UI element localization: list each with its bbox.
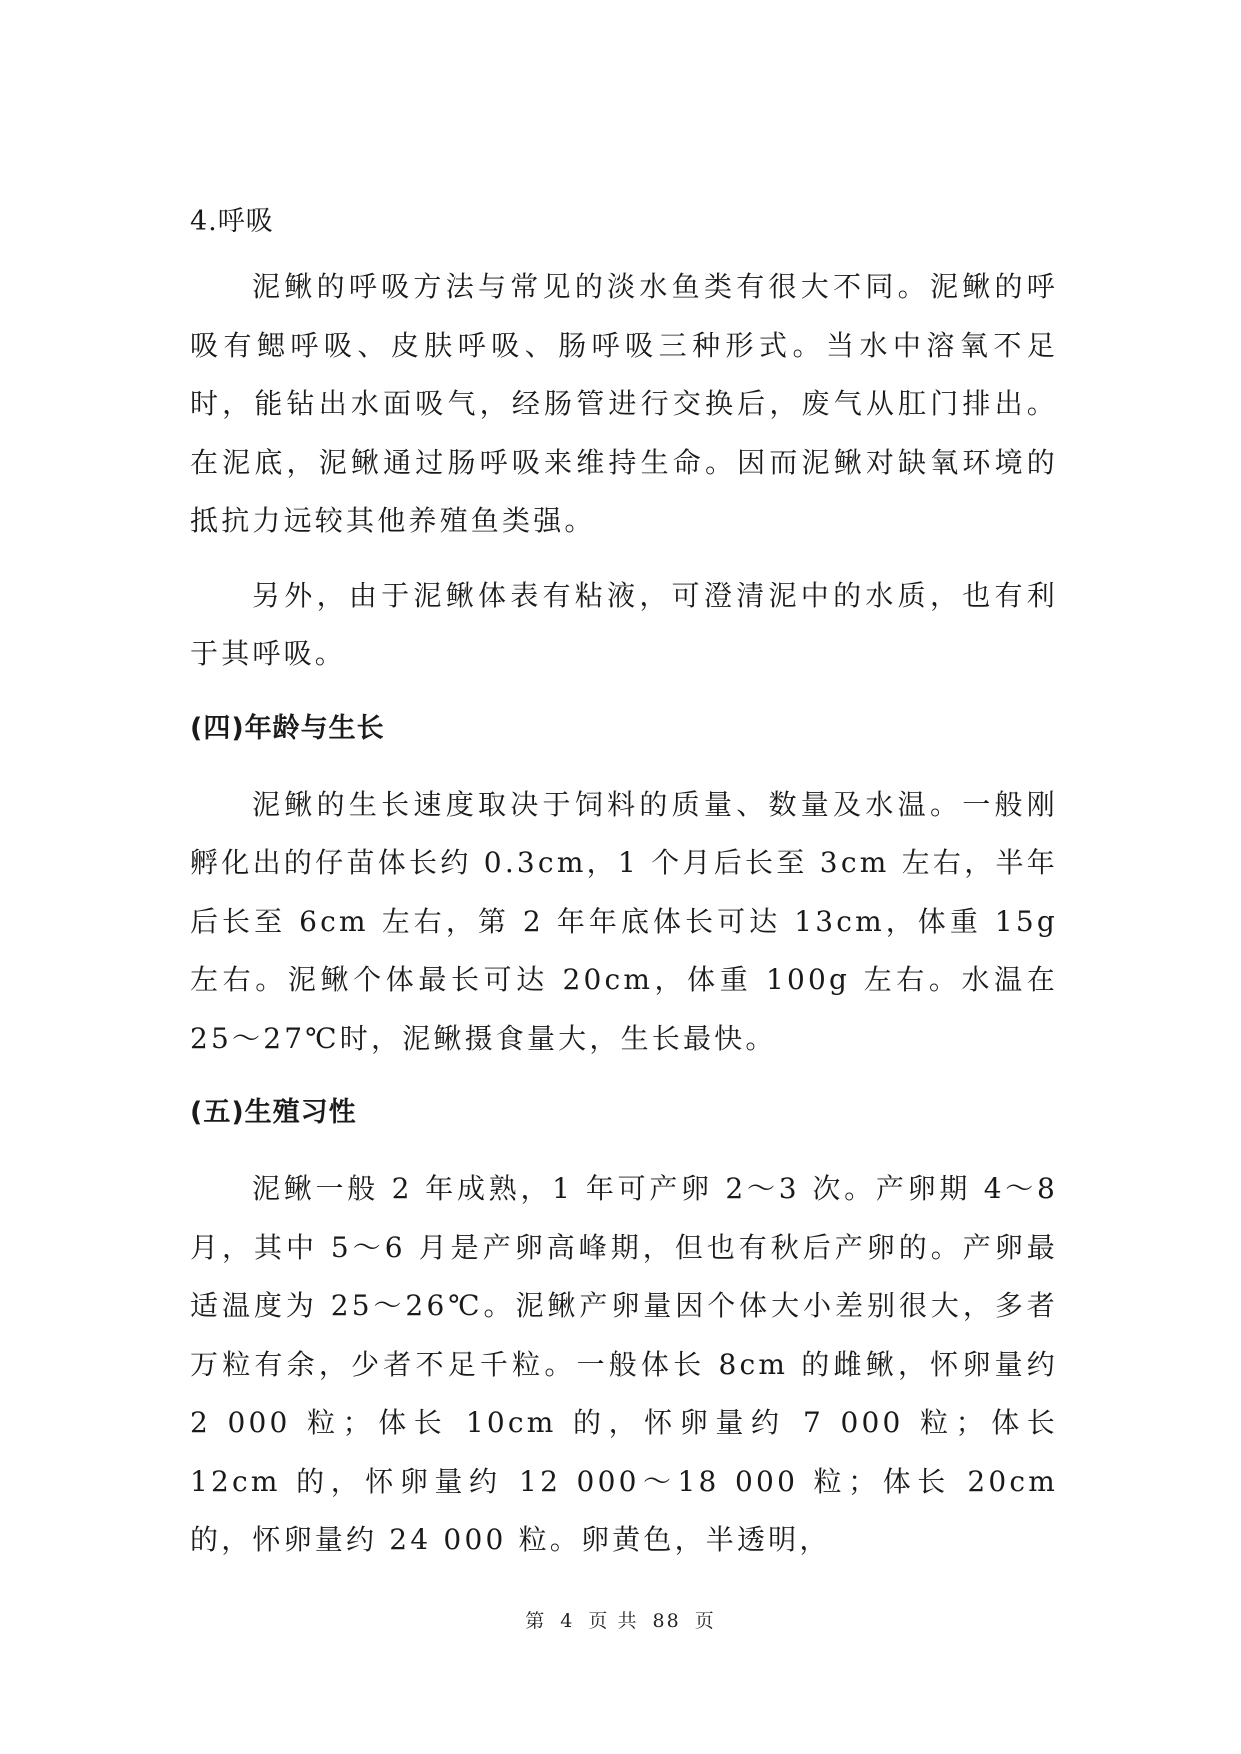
footer-current-page: 4 [560, 1610, 575, 1632]
footer-total-pages: 88 [652, 1610, 681, 1632]
footer-suffix: 页 [694, 1610, 716, 1632]
section-heading-age-growth: (四)年龄与生长 [190, 712, 385, 744]
page-content [190, 193, 1058, 1586]
footer-middle: 页 共 [588, 1610, 639, 1632]
paragraph-growth: 泥鳅的生长速度取决于饲料的质量、数量及水温。一般刚孵化出的仔苗体长约 0.3cm，1 个月后长至 3cm 左右，半年后长至 6cm 左右，第 2 年年底体长可达 13cm，体重 15g 左右。泥鳅个体最长可达 20cm，体重 100g 左右。水温在 25～27℃时，泥鳅摄食量大，生长最快。 [190, 787, 1058, 1055]
paragraph-mucus: 另外，由于泥鳅体表有粘液，可澄清泥中的水质，也有利于其呼吸。 [190, 578, 1058, 670]
section-heading-reproduction: (五)生殖习性 [190, 1097, 357, 1128]
paragraph-breathing-methods: 泥鳅的呼吸方法与常见的淡水鱼类有很大不同。泥鳅的呼吸有鳃呼吸、皮肤呼吸、肠呼吸三种形式。当水中溶氧不足时，能钻出水面吸气，经肠管进行交换后，废气从肛门排出。在泥底，泥鳅通过肠呼吸来维持生命。因而泥鳅对缺氧环境的抵抗力远较其他养殖鱼类强。 [190, 270, 1058, 537]
paragraph-reproduction: 泥鳅一般 2 年成熟，1 年可产卵 2～3 次。产卵期 4～8 月，其中 5～6 月是产卵高峰期，但也有秋后产卵的。产卵最适温度为 25～26℃。泥鳅产卵量因个体大小差别很大，多者万粒有余，少者不足千粒。一般体长 8cm 的雌鳅，怀卵量约 2 000 粒；体长 10cm 的，怀卵量约 7 000 粒；体长 12cm 的，怀卵量约 12 000～18 000 粒；体长 20cm 的，怀卵量约 24 000 粒。卵黄色，半透明， [190, 1172, 1058, 1556]
page-footer [0, 1606, 1241, 1633]
subheading-breathing: 4.呼吸 [190, 206, 274, 237]
footer-prefix: 第 [525, 1610, 547, 1632]
